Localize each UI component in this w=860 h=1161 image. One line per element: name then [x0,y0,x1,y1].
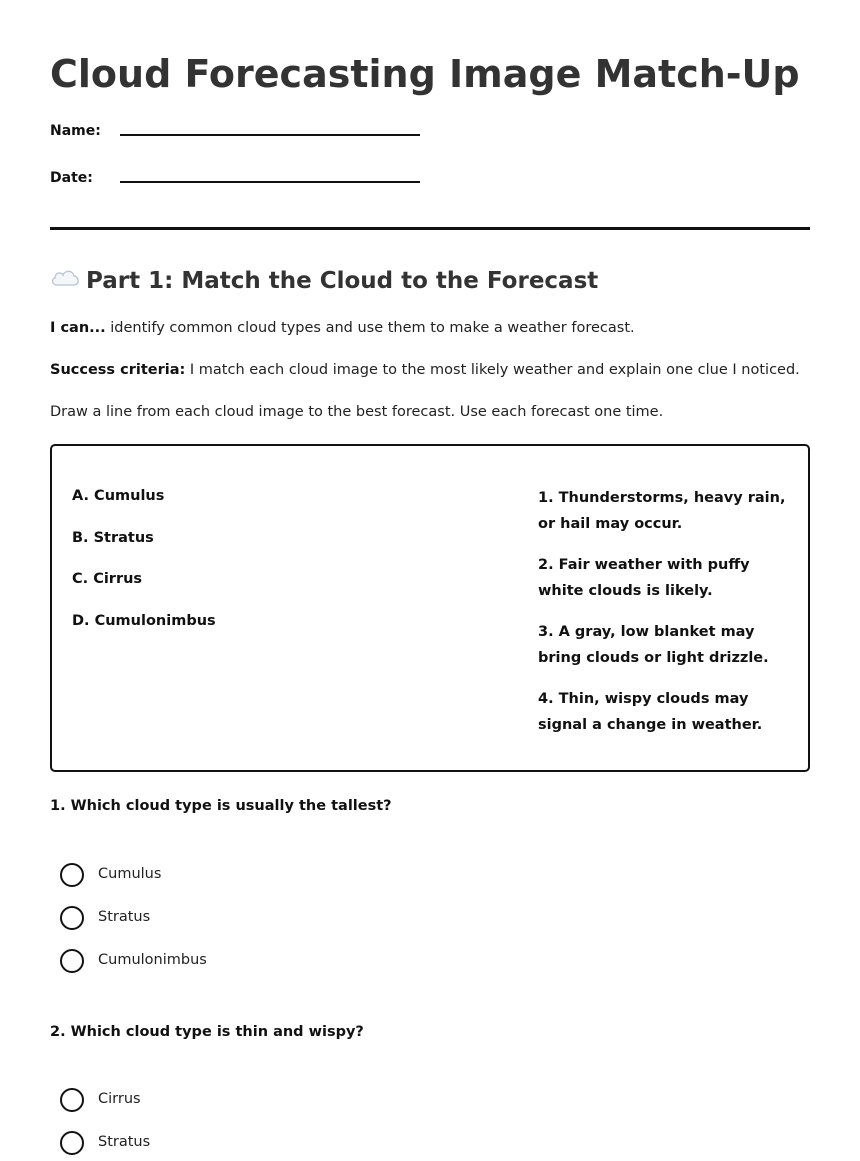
matching-box [50,444,810,772]
date-field-row [50,168,450,198]
forecast-item-4: 4. Thin, wispy clouds may signal a change in weather. [538,691,763,733]
page-title: Cloud Forecasting Image Match-Up [50,52,800,96]
option-label: Cumulonimbus [98,952,207,968]
cloud-item-b: B. Stratus [72,529,154,546]
forecast-item-2: 2. Fair weather with puffy white clouds is likely. [538,557,750,599]
question-1-prompt: 1. Which cloud type is usually the tallest? [50,798,392,814]
success-criteria-label: Success criteria: [50,362,186,378]
radio-button[interactable] [60,1131,84,1155]
i-can-statement [50,318,810,338]
radio-button[interactable] [60,1088,84,1112]
cloud-list [72,486,372,652]
option-label: Stratus [98,909,151,925]
forecast-item-3: 3. A gray, low blanket may bring clouds or light drizzle. [538,624,769,666]
forecast-list [538,486,794,754]
section-divider [50,227,810,230]
option-label: Stratus [98,1134,151,1150]
success-criteria [50,360,810,380]
cloud-item-c: C. Cirrus [72,571,143,587]
date-input-line[interactable] [120,181,420,183]
question-1-option-3[interactable] [60,949,460,973]
radio-button[interactable] [60,906,84,930]
question-1-option-1[interactable] [60,863,460,887]
cloud-item-d: D. Cumulonimbus [72,612,216,629]
success-criteria-text: I match each cloud image to the most likely weather and explain one clue I noticed. [185,362,800,378]
matching-directions: Draw a line from each cloud image to the best forecast. Use each forecast one time. [50,404,664,420]
cloud-icon [50,264,80,296]
question-2-prompt: 2. Which cloud type is thin and wispy? [50,1024,364,1040]
i-can-text: identify common cloud types and use them to make a weather forecast. [105,320,635,336]
radio-button[interactable] [60,863,84,887]
option-label: Cirrus [98,1091,141,1107]
name-field-row [50,121,450,151]
date-label: Date: [50,170,93,186]
option-label: Cumulus [98,866,162,882]
name-label: Name: [50,123,101,139]
cloud-item-a: A. Cumulus [72,488,165,504]
name-input-line[interactable] [120,134,420,136]
question-2-option-1[interactable] [60,1088,460,1112]
forecast-item-1: 1. Thunderstorms, heavy rain, or hail may occur. [538,490,786,532]
question-1-option-2[interactable] [60,906,460,930]
i-can-label: I can... [50,320,106,336]
question-2-option-2[interactable] [60,1131,460,1155]
radio-button[interactable] [60,949,84,973]
part1-heading [50,265,598,298]
part1-heading-text: Part 1: Match the Cloud to the Forecast [86,268,599,294]
